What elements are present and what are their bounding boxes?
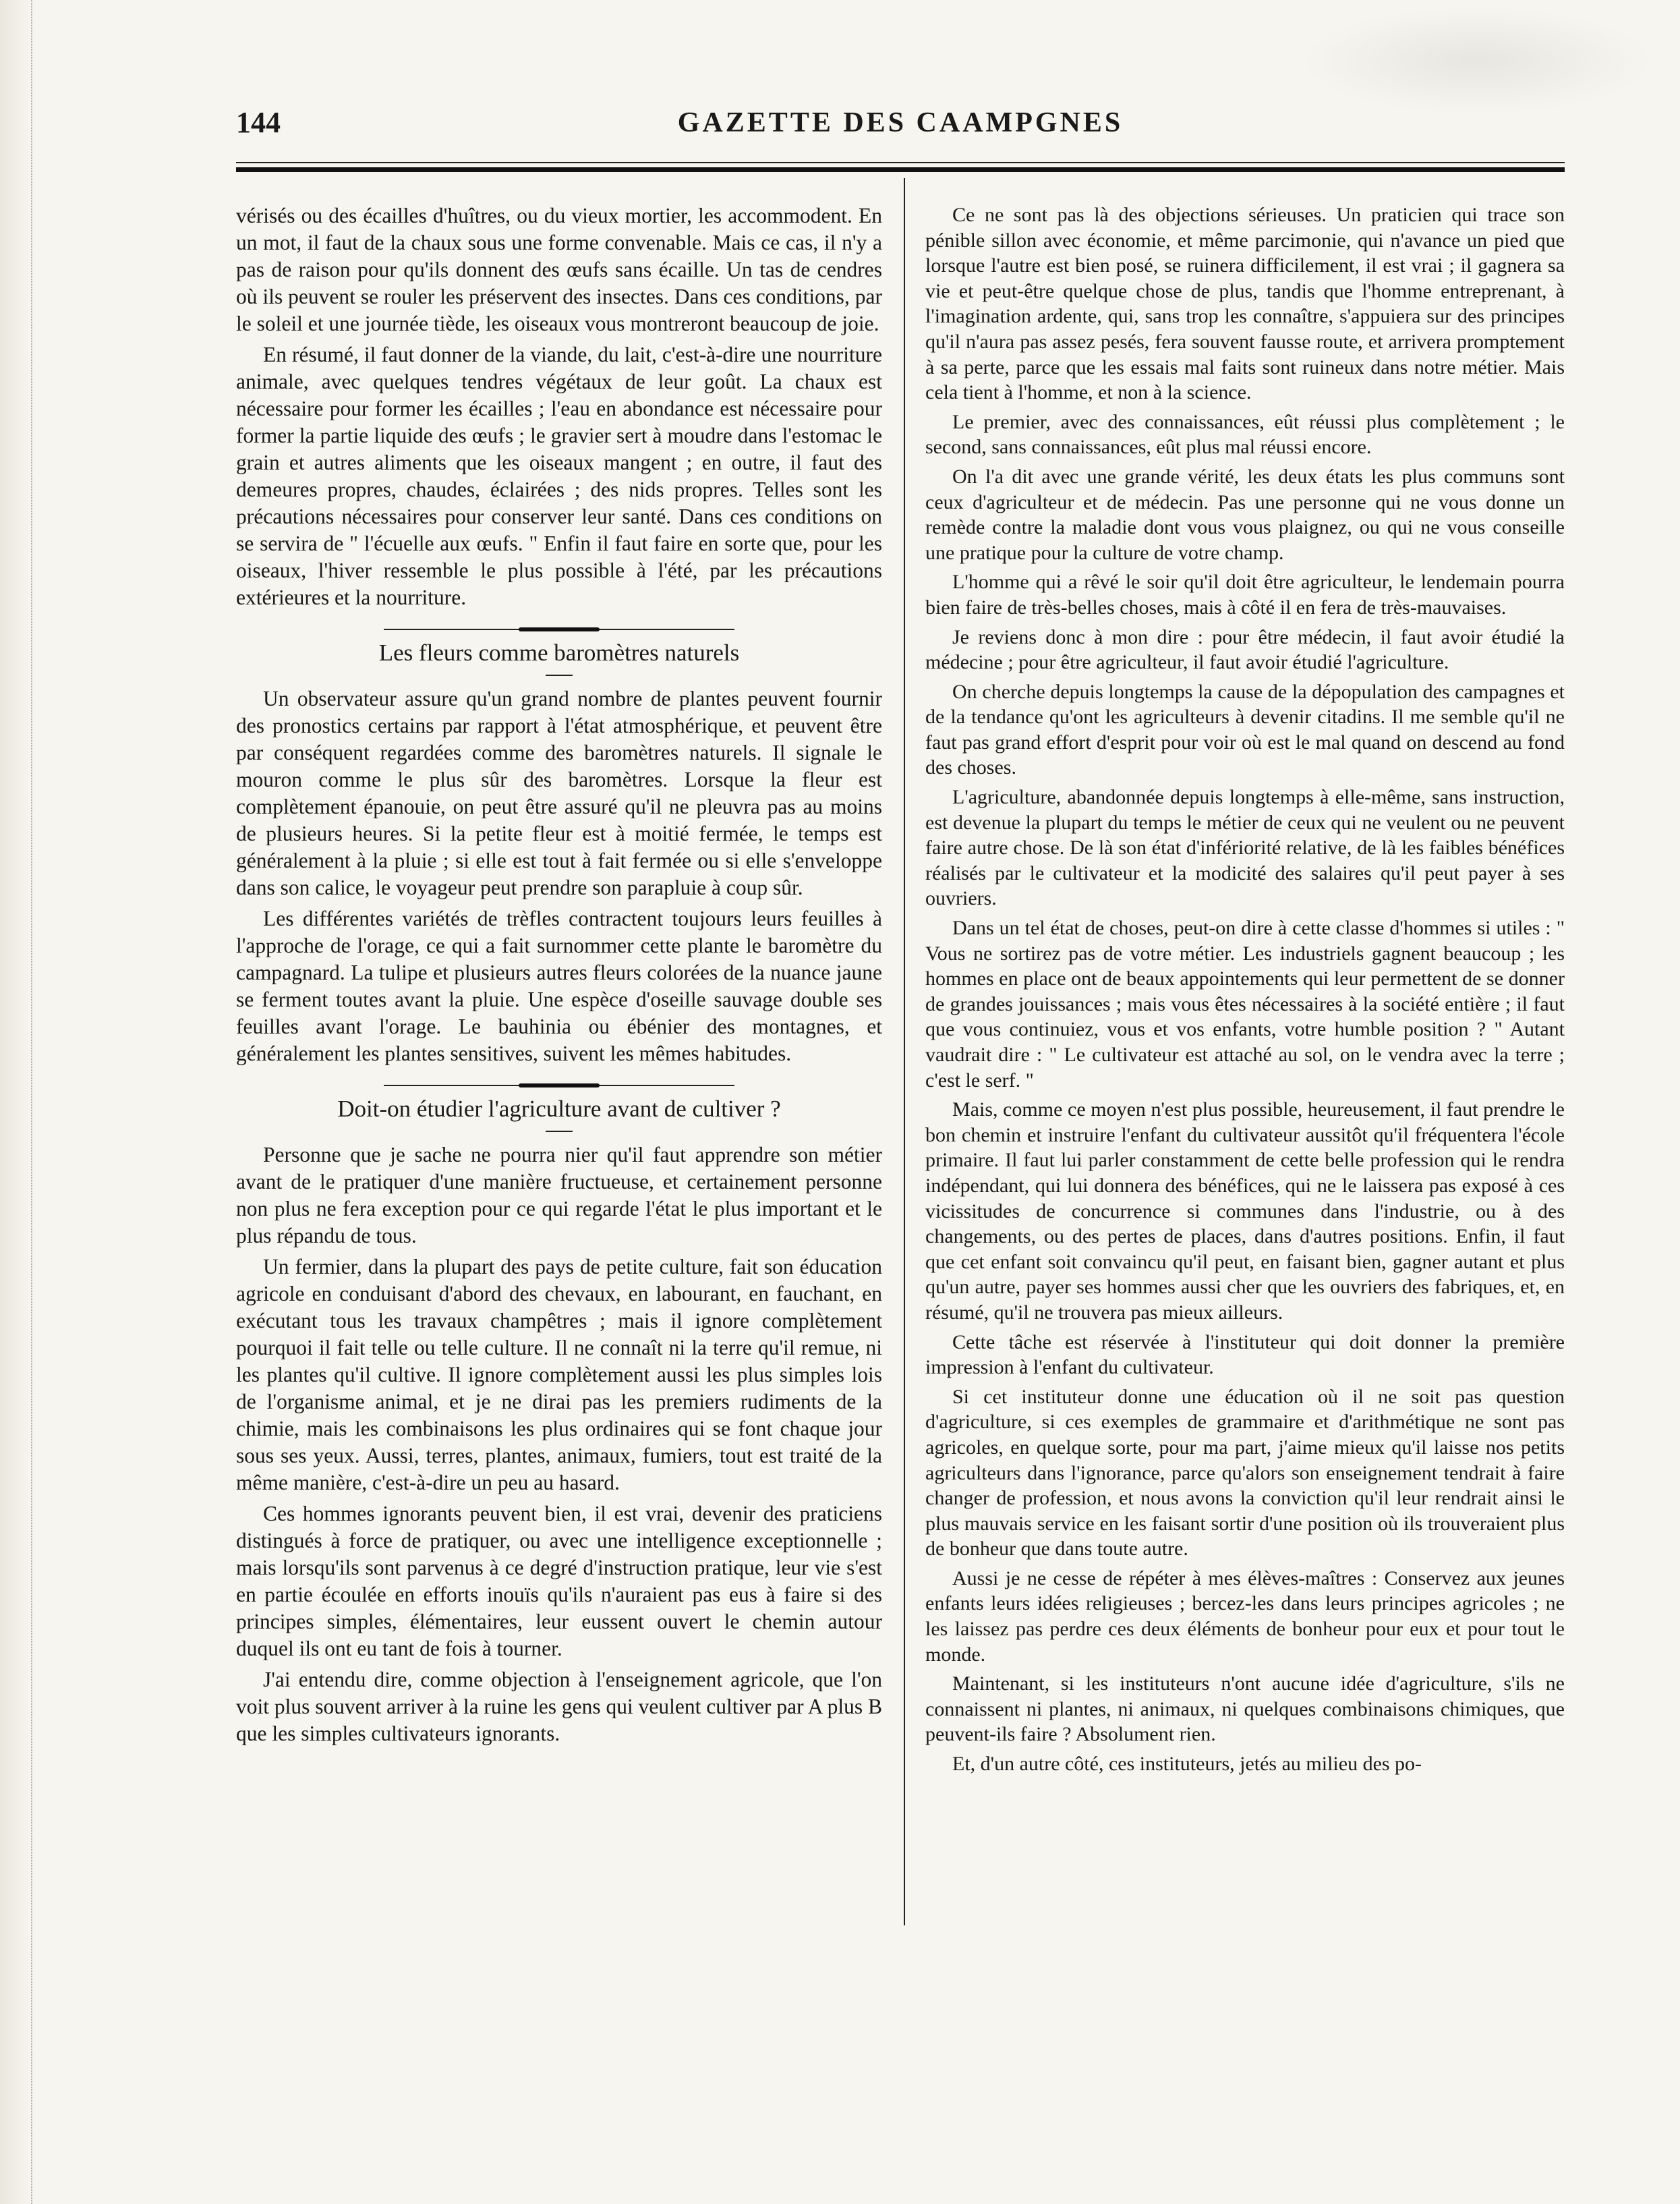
paragraph: Cette tâche est réservée à l'instituteur qui doit donner la première impression à l'enfant du cultivateur. (925, 1330, 1565, 1379)
paragraph: Ce ne sont pas là des objections sérieuses. Un praticien qui trace son pénible sillon avec économie, et même parcimonie, qui n'avance un pied que lorsque l'autre est bien posé, se ruinera difficilement, il est vrai ; il gagnera sa vie et peut-être quelque chose de plus, tandis que l'homme entreprenant, à l'imagination ardente, qui, sans trop les connaître, s'appuiera sur des principes qu'il n'aura pas assez pesés, fera souvent fausse route, et arrivera promptement à sa perte, parce que les essais mal faits sont ruineux dans notre métier. Mais cela tient à l'homme, et non à la science. (925, 204, 1565, 404)
section-separator (384, 1082, 734, 1089)
paragraph: Le premier, avec des connaissances, eût réussi plus complètement ; le second, sans connaissances, eût plus mal réussi encore. (925, 410, 1565, 459)
paragraph: Ces hommes ignorants peuvent bien, il est vrai, devenir des praticiens distingués à force de pratiquer, ou avec une intelligence exceptionnelle ; mais lorsqu'ils sont parvenus à ce degré d'instruction pratique, leur vie s'est en partie écoulée en efforts inouïs qu'ils n'auraient pas eus à faire si des principes simples, élémentaires, leur eussent ouvert le chemin autour duquel ils ont eu tant de fois à tourner. (236, 1502, 882, 1660)
paragraph: Je reviens donc à mon dire : pour être médecin, il faut avoir étudié la médecine ; pour être agriculteur, il faut avoir étudié l'agriculture. (925, 625, 1565, 674)
paragraph: Un fermier, dans la plupart des pays de petite culture, fait son éducation agricole en conduisant d'abord des chevaux, en labourant, en fauchant, en exécutant tous les travaux champêtres ; mais il ignore complètement pourquoi il fait telle ou telle culture. Il ne connaît ni la terre qu'il remue, ni les plantes qu'il cultive. Il ignore complètement aussi les plus simples lois de l'organisme animal, et je ne dirai pas les premiers rudiments de la chimie, mais les combinaisons les plus ordinaires qui se font chaque jour sous ses yeux. Aussi, terres, plantes, animaux, fumiers, tout est traité de la même manière, c'est-à-dire un peu au hasard. (236, 1255, 882, 1494)
left-column (236, 202, 882, 1929)
page-number: 144 (236, 106, 281, 139)
paragraph: Les différentes variétés de trèfles contractent toujours leurs feuilles à l'approche de l'orage, ce qui a fait surnommer cette plante le baromètre du campagnard. La tulipe et plusieurs autres fleurs colorées de la nuance jaune se ferment toutes avant la pluie. Une espèce d'oseille sauvage double ses feuilles avant l'orage. Le bauhinia ou ébénier des montagnes, et généralement les plantes sensitives, suivent les mêmes habitudes. (236, 907, 882, 1065)
paragraph: En résumé, il faut donner de la viande, du lait, c'est-à-dire une nourriture animale, avec quelques tendres végétaux de leur goût. La chaux est nécessaire pour former les écailles ; l'eau en abondance est nécessaire pour former la partie liquide des œufs ; le gravier sert à moudre dans l'estomac le grain et autres aliments que les oiseaux mangent ; en outre, il faut des demeures propres, chaudes, éclairées ; des nids propres. Telles sont les précautions nécessaires pour conserver leur santé. Dans ces conditions on se servira de " l'écuelle aux œufs. " Enfin il faut faire en sorte que, pour les oiseaux, l'hiver ressemble le plus possible à l'été, par les précautions extérieures et la nourriture. (236, 343, 882, 609)
paragraph: Personne que je sache ne pourra nier qu'il faut apprendre son métier avant de le pratiquer d'une manière fructueuse, et certainement personne non plus ne fera exception pour ce qui regarde l'état le plus important et le plus répandu de tous. (236, 1143, 882, 1247)
right-column (925, 202, 1565, 1929)
section-title-agriculture: Doit-on étudier l'agriculture avant de cultiver ? (337, 1096, 781, 1122)
running-title: GAZETTE DES CAAMPGNES (677, 107, 1124, 138)
paragraph: On l'a dit avec une grande vérité, les deux états les plus communs sont ceux d'agriculteur et de médecin. Pas une personne qui ne vous donne un remède contre la maladie dont vous vous plaignez, ou qui ne vous conseille une pratique pour la culture de votre champ. (925, 465, 1565, 564)
paragraph: vérisés ou des écailles d'huîtres, ou du vieux mortier, les accommodent. En un mot, il faut de la chaux sous une forme convenable. Mais ce cas, il n'y a pas de raison pour qu'ils donnent des œufs sans écaille. Un tas de cendres où ils peuvent se rouler les préservent des insectes. Dans ces conditions, par le soleil et une journée tiède, les oiseaux vous montreront beaucoup de joie. (236, 204, 882, 335)
short-rule (546, 1131, 573, 1132)
paragraph: On cherche depuis longtemps la cause de la dépopulation des campagnes et de la tendance qu'ont les agriculteurs à devenir citadins. Il me semble qu'il ne faut pas grand effort d'esprit pour voir où est le mal quand on descend au fond des choses. (925, 680, 1565, 779)
short-rule (546, 675, 573, 676)
header-rule-thin (236, 162, 1565, 163)
page-header (236, 103, 1565, 150)
paragraph: Maintenant, si les instituteurs n'ont aucune idée d'agriculture, s'ils ne connaissent ni plantes, ni animaux, ni quelques combinaisons chimiques, que peuvent-ils faire ? Absolument rien. (925, 1672, 1565, 1746)
column-divider (904, 178, 905, 1925)
section-title-flowers: Les fleurs comme baromètres naturels (378, 640, 740, 666)
paragraph: Dans un tel état de choses, peut-on dire à cette classe d'hommes si utiles : " Vous ne sortirez pas de votre métier. Les industriels gagnent beaucoup ; les hommes en place ont de beaux appointements qui leur permettent de se donner de grandes jouissances ; mais vous êtes nécessaires à la société entière ; il faut que vous continuiez, vous et vos enfants, votre humble position ? " Autant vaudrait dire : " Le cultivateur est attaché au sol, on le vendra avec la terre ; c'est le serf. " (925, 917, 1565, 1092)
paper-stain (1302, 7, 1653, 115)
paragraph: L'agriculture, abandonnée depuis longtemps à elle-même, sans instruction, est devenue la plupart du temps le métier de ceux qui ne veulent ou ne peuvent faire autre chose. De là son état d'infériorité relative, de là les faibles bénéfices réalisés par le cultivateur et la modicité des salaires qu'il peut payer à ses ouvriers. (925, 786, 1565, 910)
binding-edge (0, 0, 32, 2204)
paragraph: J'ai entendu dire, comme objection à l'enseignement agricole, que l'on voit plus souvent arriver à la ruine les gens qui veulent cultiver par A plus B que les simples cultivateurs ignorants. (236, 1668, 882, 1745)
paragraph: Et, d'un autre côté, ces instituteurs, jetés au milieu des po- (952, 1753, 1422, 1776)
header-rule-thick (236, 167, 1565, 172)
paragraph: Aussi je ne cesse de répéter à mes élèves-maîtres : Conservez aux jeunes enfants leurs idées religieuses ; bercez-les dans leurs principes agricoles ; ne les laissez pas perdre ces deux éléments de bonheur pour eux et pour tout le monde. (925, 1566, 1565, 1666)
paragraph: Un observateur assure qu'un grand nombre de plantes peuvent fournir des pronostics certains par rapport à l'état atmosphérique, et peuvent être par conséquent regardées comme des baromètres naturels. Il signale le mouron comme le plus sûr des baromètres. Lorsque la fleur est complètement épanouie, on peut être assuré qu'il ne pleuvra pas au moins de plusieurs heures. Si la petite fleur est à moitié fermée, le temps est généralement à la pluie ; si elle est tout à fait fermée ou si elle s'enveloppe dans son calice, le voyageur peut prendre son parapluie à coup sûr. (236, 687, 882, 899)
paragraph: Si cet instituteur donne une éducation où il ne soit pas question d'agriculture, si ces exemples de grammaire et d'arithmétique ne sont pas agricoles, en quelque sorte, pour ma part, j'aime mieux qu'il laisse nos petits agriculteurs dans l'ignorance, parce qu'alors son enseignement tendrait à faire changer de profession, et nous avons la conviction qu'il leur rendrait ainsi le plus mauvais service en les faisant sortir d'une position où ils trouveraient plus de bonheur que dans toute autre. (925, 1385, 1565, 1560)
paragraph: L'homme qui a rêvé le soir qu'il doit être agriculteur, le lendemain pourra bien faire de très-belles choses, mais à côté il en fera de très-mauvaises. (925, 571, 1565, 619)
section-separator (384, 626, 734, 633)
paragraph: Mais, comme ce moyen n'est plus possible, heureusement, il faut prendre le bon chemin et instruire l'enfant du cultivateur aussitôt qu'il fréquentera l'école primaire. Il faut lui parler constamment de cette belle profession qui le rendra indépendant, qui lui donnera des bénéfices, qui ne le laissera pas exposé à ces vicissitudes de concurrence si communes dans l'industrie, ou à des changements, ou des pertes de places, dans d'autres positions. Enfin, il faut que cet enfant soit convaincu qu'il peut, en faisant bien, gagner autant et plus qu'un autre, payer ses hommes aussi cher que les ouvriers des fabriques, et, en résumé, qu'il ne trouvera pas mieux ailleurs. (925, 1098, 1565, 1324)
